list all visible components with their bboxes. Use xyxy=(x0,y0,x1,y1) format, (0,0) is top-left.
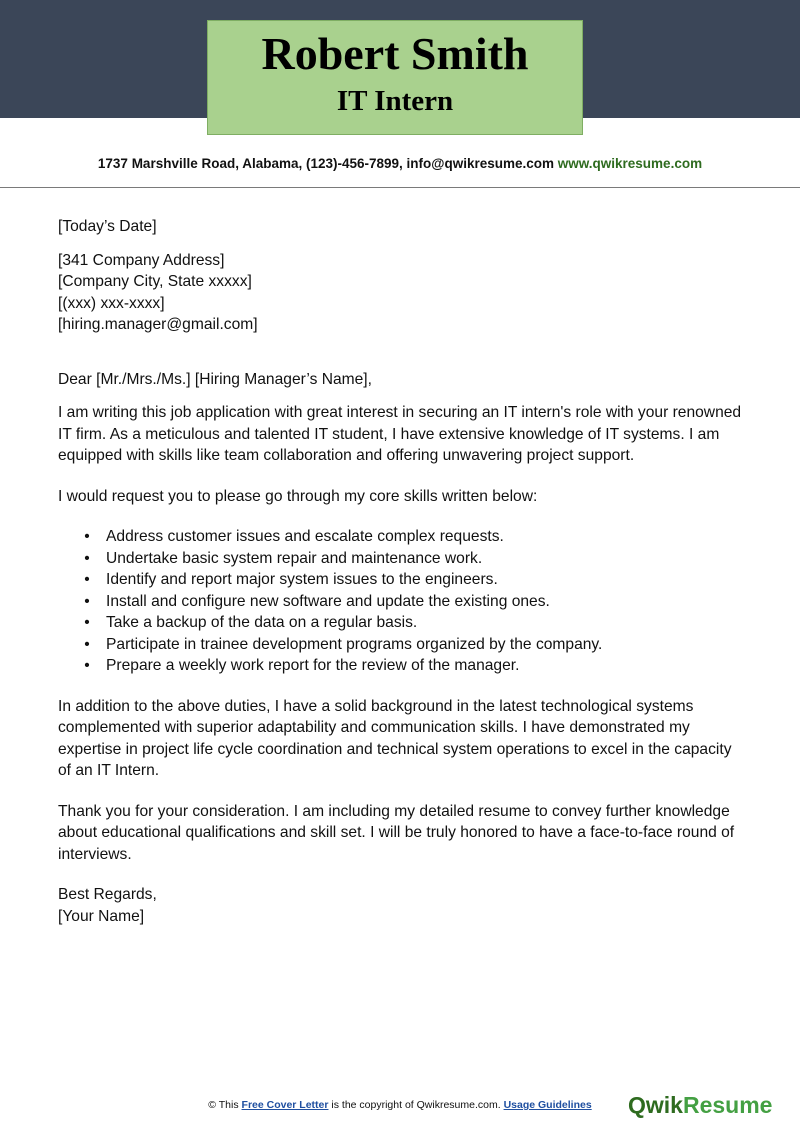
bullet-icon: • xyxy=(84,657,90,674)
address-line: [341 Company Address] xyxy=(58,251,225,269)
bullet-icon: • xyxy=(84,614,90,631)
list-item: • Undertake basic system repair and maintenance work. xyxy=(58,548,748,570)
contact-details: 1737 Marshville Road, Alabama, (123)-456-7899, info@qwikresume.com xyxy=(97,156,555,171)
logo-part-resume: Resume xyxy=(682,1092,773,1118)
job-title: IT Intern xyxy=(336,85,454,117)
qwikresume-logo xyxy=(628,1092,772,1119)
bullet-icon: • xyxy=(84,635,90,653)
footer-copyright: is the copyright of Qwikresume.com. xyxy=(331,1099,501,1111)
list-item: • Address customer issues and escalate complex requests. xyxy=(58,526,748,548)
salutation: Dear [Mr./Mrs./Ms.] [Hiring Manager’s Name], xyxy=(58,370,372,388)
candidate-name: Robert Smith xyxy=(261,28,529,79)
skills-intro: I would request you to please go through my core skills written below: xyxy=(58,487,538,505)
contact-line xyxy=(0,156,800,171)
usage-guidelines-link[interactable]: Usage Guidelines xyxy=(503,1099,592,1111)
list-item: • Take a backup of the data on a regular basis. xyxy=(58,612,748,634)
bullet-icon: • xyxy=(84,549,90,567)
intro-paragraph: I am writing this job application with great interest in securing an IT intern's role with your renowned IT firm. As a meticulous and talented IT student, I have extensive knowledge of IT systems. I am equipped with skills like team collaboration and offering unwavering project support. xyxy=(58,404,742,464)
recipient-address xyxy=(58,250,748,336)
name-box xyxy=(207,20,583,135)
address-line: [hiring.manager@gmail.com] xyxy=(58,316,258,333)
bullet-icon: • xyxy=(84,592,90,610)
skills-list xyxy=(58,526,748,677)
free-cover-letter-link[interactable]: Free Cover Letter xyxy=(241,1099,329,1111)
letter-date: [Today’s Date] xyxy=(58,218,157,235)
closing-paragraph: Thank you for your consideration. I am including my detailed resume to convey further knowledge about educational qualifications and skill set. I will be truly honored to have a face-to-face round of interviews. xyxy=(58,802,735,863)
list-item: • Install and configure new software and update the existing ones. xyxy=(58,591,748,613)
logo-part-qwik: Qwik xyxy=(628,1092,683,1118)
bullet-icon: • xyxy=(84,528,90,545)
list-item: • Prepare a weekly work report for the review of the manager. xyxy=(58,655,748,677)
website-link[interactable]: www.qwikresume.com xyxy=(557,156,703,171)
signature: [Your Name] xyxy=(58,907,145,925)
sign-off: Best Regards, xyxy=(58,886,157,903)
list-item: • Participate in trainee development programs organized by the company. xyxy=(58,634,748,656)
address-line: [Company City, State xxxxx] xyxy=(58,273,252,290)
footer-prefix: © This xyxy=(208,1099,239,1111)
header-divider xyxy=(0,187,800,188)
body-paragraph: In addition to the above duties, I have a solid background in the latest technological systems complemented with superior adaptability and communication skills. I have demonstrated my expertise in project life cycle coordination and technical system operations to excel in the capacity of an IT Intern. xyxy=(58,697,732,779)
letter-body xyxy=(58,216,748,927)
address-line: [(xxx) xxx-xxxx] xyxy=(58,294,165,312)
list-item: • Identify and report major system issues to the engineers. xyxy=(58,569,748,591)
bullet-icon: • xyxy=(84,571,90,588)
